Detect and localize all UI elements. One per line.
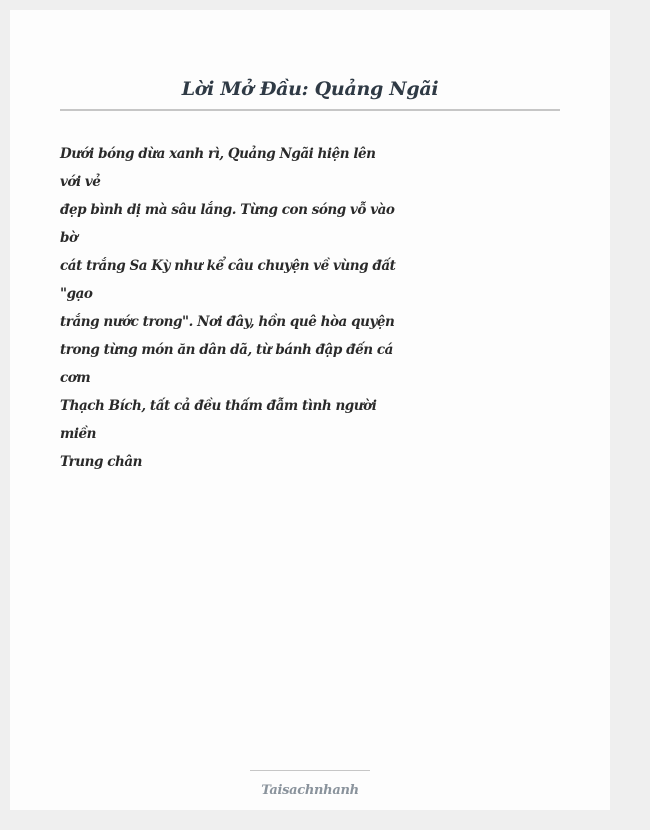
body-paragraph (60, 140, 396, 476)
body-line: "gạo (60, 286, 93, 302)
body-line: Dưới bóng dừa xanh rì, Quảng Ngãi hiện lên (60, 146, 376, 162)
footer-divider (250, 770, 370, 771)
footer-source: Taisachnhanh (261, 783, 359, 798)
body-line: trong từng món ăn dân dã, từ bánh đập đến cá (60, 342, 393, 358)
body-line: bờ (60, 230, 78, 246)
body-line: đẹp bình dị mà sâu lắng. Từng con sóng vỗ vào (60, 202, 395, 218)
body-line: cát trắng Sa Kỳ như kể câu chuyện về vùng đất (60, 258, 396, 274)
body-line: cơm (60, 370, 91, 386)
body-line: Thạch Bích, tất cả đều thấm đẫm tình người (60, 398, 377, 414)
body-line: trắng nước trong". Nơi đây, hồn quê hòa quyện (60, 314, 395, 330)
body-line: với vẻ (60, 174, 101, 190)
title-divider (60, 109, 560, 111)
page-title: Lời Mở Đầu: Quảng Ngãi (181, 78, 439, 100)
body-line: miền (60, 426, 97, 442)
body-line: Trung chân (60, 454, 143, 470)
document-page (10, 10, 610, 810)
